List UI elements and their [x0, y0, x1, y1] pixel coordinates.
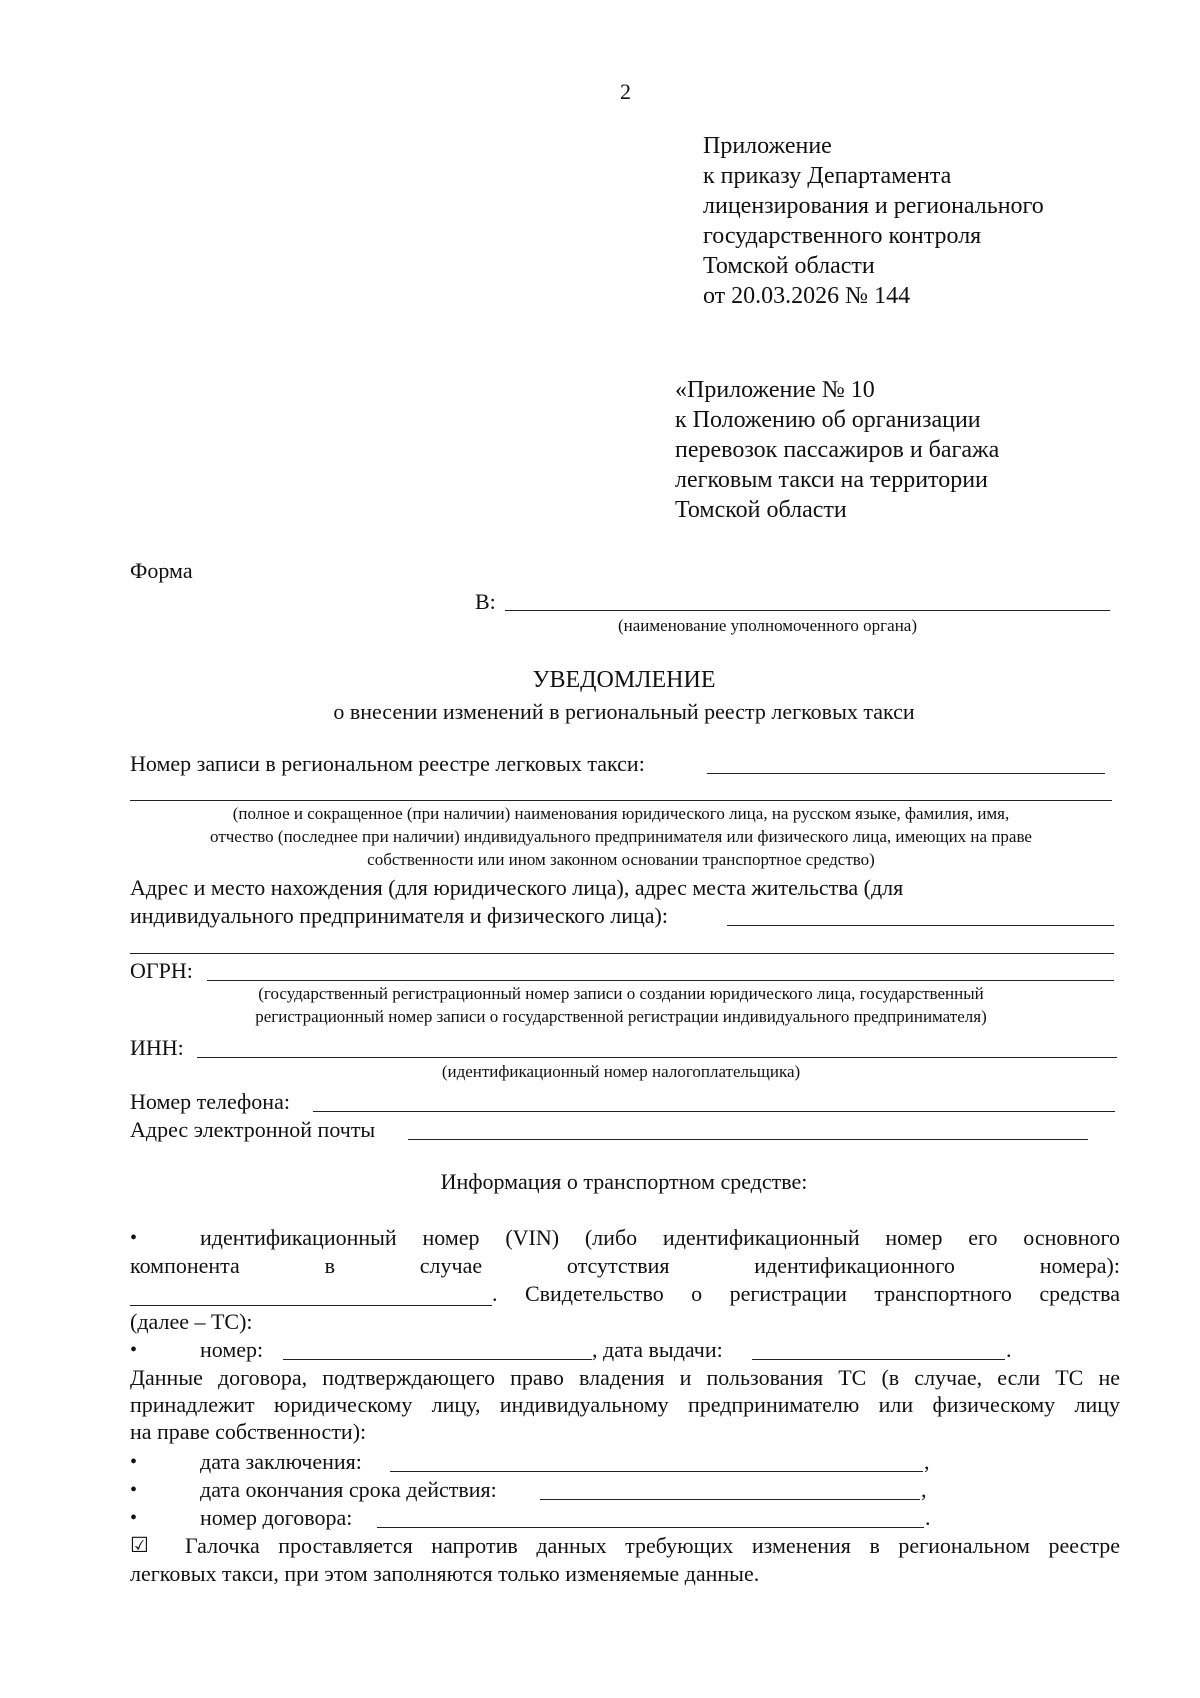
address-field[interactable] [727, 925, 1114, 926]
vin-field[interactable] [130, 1305, 492, 1306]
vin-line1 [200, 1224, 1120, 1251]
contract-paragraph-line: на праве собственности): [130, 1419, 367, 1444]
vin-word: идентификационный [662, 1225, 860, 1250]
ogrn-label: ОГРН: [130, 958, 193, 983]
entity-caption [100, 802, 1142, 871]
vin-word: номер [885, 1225, 943, 1250]
contract-number-period: . [925, 1505, 931, 1530]
form-label: Форма [130, 558, 193, 583]
checkbox-note-line1: Галочка проставляется напротив данных требующих изменения в региональном реестре [185, 1533, 1120, 1558]
issue-date-field[interactable] [752, 1359, 1005, 1360]
bullet-icon: • [130, 1507, 138, 1529]
to-label: В: [475, 589, 496, 614]
appendix-header-line: Приложение [703, 133, 832, 159]
page-number: 2 [620, 79, 631, 104]
issue-date-label: , дата выдачи: [592, 1337, 723, 1362]
appendix-header-line: от 20.03.2026 № 144 [703, 283, 911, 309]
entity-caption-line: собственности или ином законном основании транспортное средство) [367, 850, 875, 869]
appendix10-header-line: Томской области [675, 497, 847, 523]
checkbox-icon: ☑ [130, 1533, 149, 1557]
vehicle-info-title: Информация о транспортном средстве: [440, 1169, 808, 1194]
entity-caption-line: отчество (последнее при наличии) индивидуального предпринимателя или физического лица, имеющих на праве [210, 827, 1032, 846]
record-number-field[interactable] [707, 773, 1105, 774]
ogrn-caption-line: (государственный регистрационный номер записи о создании юридического лица, государственный [258, 984, 984, 1003]
appendix10-header-line: легковым такси на территории [675, 467, 988, 493]
appendix10-header-line: «Приложение № 10 [675, 377, 875, 403]
certificate-number-field[interactable] [283, 1359, 592, 1360]
vin-word: (VIN) [505, 1225, 560, 1250]
contract-date-label: дата заключения: [200, 1449, 362, 1474]
contract-end-field[interactable] [540, 1499, 920, 1500]
contract-end-comma: , [921, 1477, 927, 1502]
contract-end-label: дата окончания срока действия: [200, 1477, 497, 1502]
vin-word: идентификационный [200, 1225, 397, 1250]
document-subtitle: о внесении изменений в региональный реестр легковых такси [333, 699, 915, 724]
bullet-icon: • [130, 1227, 138, 1249]
appendix-header-line: Томской области [703, 253, 875, 279]
contract-number-label: номер договора: [200, 1505, 353, 1530]
record-number-label: Номер записи в региональном реестре легковых такси: [130, 751, 645, 776]
appendix-header-line: государственного контроля [703, 223, 982, 249]
vin-word: номера): [1039, 1253, 1120, 1278]
document-title: УВЕДОМЛЕНИЕ [532, 667, 716, 693]
entity-caption-line: (полное и сокращенное (при наличии) наименования юридического лица, на русском языке, фамилия, имя, [232, 804, 1010, 823]
vin-word: отсутствия [566, 1253, 670, 1278]
checkbox-note-line2: легковых такси, при этом заполняются только изменяемые данные. [130, 1561, 760, 1586]
vin-word: номер [422, 1225, 480, 1250]
vin-line2 [130, 1252, 1120, 1279]
appendix-header-line: к приказу Департамента [703, 163, 952, 189]
appendix10-header [675, 375, 999, 525]
vin-word: идентификационного [754, 1253, 955, 1278]
ogrn-field[interactable] [207, 980, 1114, 981]
address-label-line1: Адрес и место нахождения (для юридического лица), адрес места жительства (для [130, 875, 904, 900]
entity-name-field[interactable] [130, 800, 1112, 801]
contract-paragraph-line: Данные договора, подтверждающего право владения и пользования ТС (в случае, если ТС не [130, 1365, 1120, 1390]
to-field[interactable] [505, 610, 1110, 611]
contract-number-field[interactable] [377, 1527, 924, 1528]
email-field[interactable] [408, 1139, 1088, 1140]
issue-date-period: . [1006, 1337, 1012, 1362]
email-label: Адрес электронной почты [130, 1117, 376, 1142]
bullet-icon: • [130, 1339, 138, 1361]
vin-word: (либо [584, 1225, 638, 1250]
bullet-icon: • [130, 1479, 138, 1501]
appendix10-header-line: перевозок пассажиров и багажа [675, 437, 1000, 463]
appendix-header-line: лицензирования и регионального [703, 193, 1044, 219]
address-label-line2: индивидуального предпринимателя и физического лица): [130, 903, 668, 928]
phone-field[interactable] [313, 1111, 1115, 1112]
vin-word: в [324, 1253, 335, 1278]
ogrn-caption [110, 982, 1132, 1028]
contract-date-comma: , [924, 1449, 930, 1474]
vin-word: компонента [130, 1253, 240, 1278]
bullet-icon: • [130, 1451, 138, 1473]
ogrn-caption-line: регистрационный номер записи о государственной регистрации индивидуального предпринимателя) [255, 1007, 987, 1026]
address-field-extra[interactable] [130, 953, 1114, 954]
appendix-header [703, 131, 1044, 311]
appendix10-header-line: к Положению об организации [675, 407, 981, 433]
vin-word: основного [1023, 1225, 1120, 1250]
phone-label: Номер телефона: [130, 1089, 290, 1114]
contract-paragraph-line: принадлежит юридическому лицу, индивидуальному предпринимателю или физическому лицу [130, 1392, 1120, 1417]
certificate-text: . Свидетельство о регистрации транспортного средства [492, 1281, 1120, 1306]
number-label: номер: [200, 1337, 264, 1362]
vin-word: случае [419, 1253, 483, 1278]
inn-caption: (идентификационный номер налогоплательщика) [441, 1062, 801, 1081]
to-caption: (наименование уполномоченного органа) [618, 616, 918, 635]
contract-paragraph [130, 1364, 1120, 1445]
inn-label: ИНН: [130, 1035, 184, 1060]
vin-word: его [968, 1225, 998, 1250]
certificate-text-tail: (далее – ТС): [130, 1309, 253, 1334]
inn-field[interactable] [197, 1057, 1117, 1058]
contract-date-field[interactable] [390, 1471, 923, 1472]
